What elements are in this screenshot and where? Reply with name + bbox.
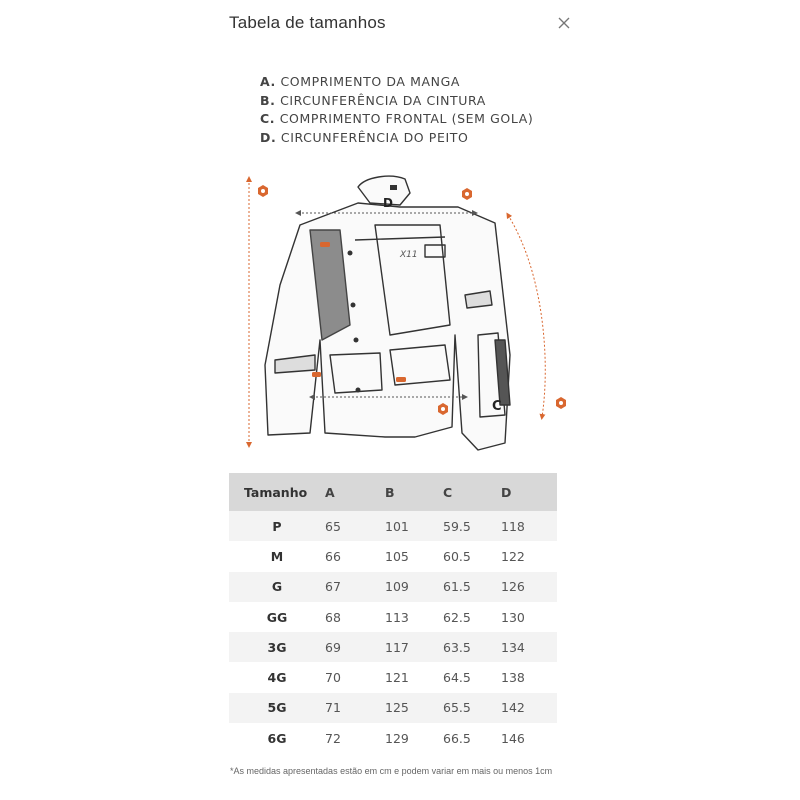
jacket-diagram: [240, 165, 580, 465]
size-table: [229, 473, 557, 753]
label-c: C: [492, 399, 502, 414]
cell-c: 64.5: [443, 662, 501, 692]
cell-size: 5G: [229, 693, 325, 723]
table-row: [229, 632, 557, 662]
cell-a: 68: [325, 602, 385, 632]
col-header-size: Tamanho: [229, 473, 325, 511]
legend-item-c: C. COMPRIMENTO FRONTAL (SEM GOLA): [260, 111, 534, 126]
cell-c: 59.5: [443, 511, 501, 541]
cell-c: 62.5: [443, 602, 501, 632]
label-d: D: [383, 196, 393, 210]
table-row: [229, 541, 557, 571]
legend-item-a: A. COMPRIMENTO DA MANGA: [260, 74, 461, 89]
measure-a-line: [508, 215, 545, 417]
cell-c: 65.5: [443, 693, 501, 723]
legend-item-d: D. CIRCUNFERÊNCIA DO PEITO: [260, 129, 469, 145]
col-header-b: B: [385, 473, 443, 511]
legend-item-b: B. CIRCUNFERÊNCIA DA CINTURA: [260, 92, 486, 108]
table-row: [229, 662, 557, 692]
cell-a: 67: [325, 572, 385, 602]
col-header-c: C: [443, 473, 501, 511]
cell-d: 130: [501, 602, 557, 632]
cell-size: GG: [229, 602, 325, 632]
cell-size: 6G: [229, 723, 325, 753]
cell-b: 117: [385, 632, 443, 662]
cell-size: 4G: [229, 662, 325, 692]
cell-c: 66.5: [443, 723, 501, 753]
jacket-outline: [265, 176, 510, 450]
cell-b: 129: [385, 723, 443, 753]
cell-c: 60.5: [443, 541, 501, 571]
cell-size: 3G: [229, 632, 325, 662]
table-row: [229, 602, 557, 632]
cell-size: G: [229, 572, 325, 602]
cell-d: 118: [501, 511, 557, 541]
cell-b: 101: [385, 511, 443, 541]
cell-a: 72: [325, 723, 385, 753]
cell-d: 138: [501, 662, 557, 692]
cell-a: 65: [325, 511, 385, 541]
cell-b: 113: [385, 602, 443, 632]
table-row: [229, 511, 557, 541]
cell-d: 142: [501, 693, 557, 723]
measure-a-badge: [556, 397, 566, 409]
cell-a: 66: [325, 541, 385, 571]
measure-d-badge: [462, 188, 472, 200]
cell-d: 126: [501, 572, 557, 602]
table-row: [229, 572, 557, 602]
cell-c: 61.5: [443, 572, 501, 602]
measurement-legend: [260, 73, 533, 147]
cell-b: 125: [385, 693, 443, 723]
cell-d: 146: [501, 723, 557, 753]
cell-d: 122: [501, 541, 557, 571]
cell-b: 105: [385, 541, 443, 571]
cell-b: 109: [385, 572, 443, 602]
cell-a: 71: [325, 693, 385, 723]
footnote: *As medidas apresentadas estão em cm e podem variar em mais ou menos 1cm: [230, 766, 553, 776]
cell-d: 134: [501, 632, 557, 662]
dialog-title: Tabela de tamanhos: [229, 13, 386, 32]
col-header-a: A: [325, 473, 385, 511]
table-row: [229, 693, 557, 723]
cell-b: 121: [385, 662, 443, 692]
close-icon[interactable]: [556, 15, 572, 31]
cell-size: P: [229, 511, 325, 541]
cell-c: 63.5: [443, 632, 501, 662]
cell-size: M: [229, 541, 325, 571]
cell-a: 70: [325, 662, 385, 692]
table-header-row: [229, 473, 557, 511]
cell-a: 69: [325, 632, 385, 662]
col-header-d: D: [501, 473, 557, 511]
table-row: [229, 723, 557, 753]
measure-c-badge: [258, 185, 268, 197]
jacket-brand-logo: X11: [400, 250, 418, 260]
